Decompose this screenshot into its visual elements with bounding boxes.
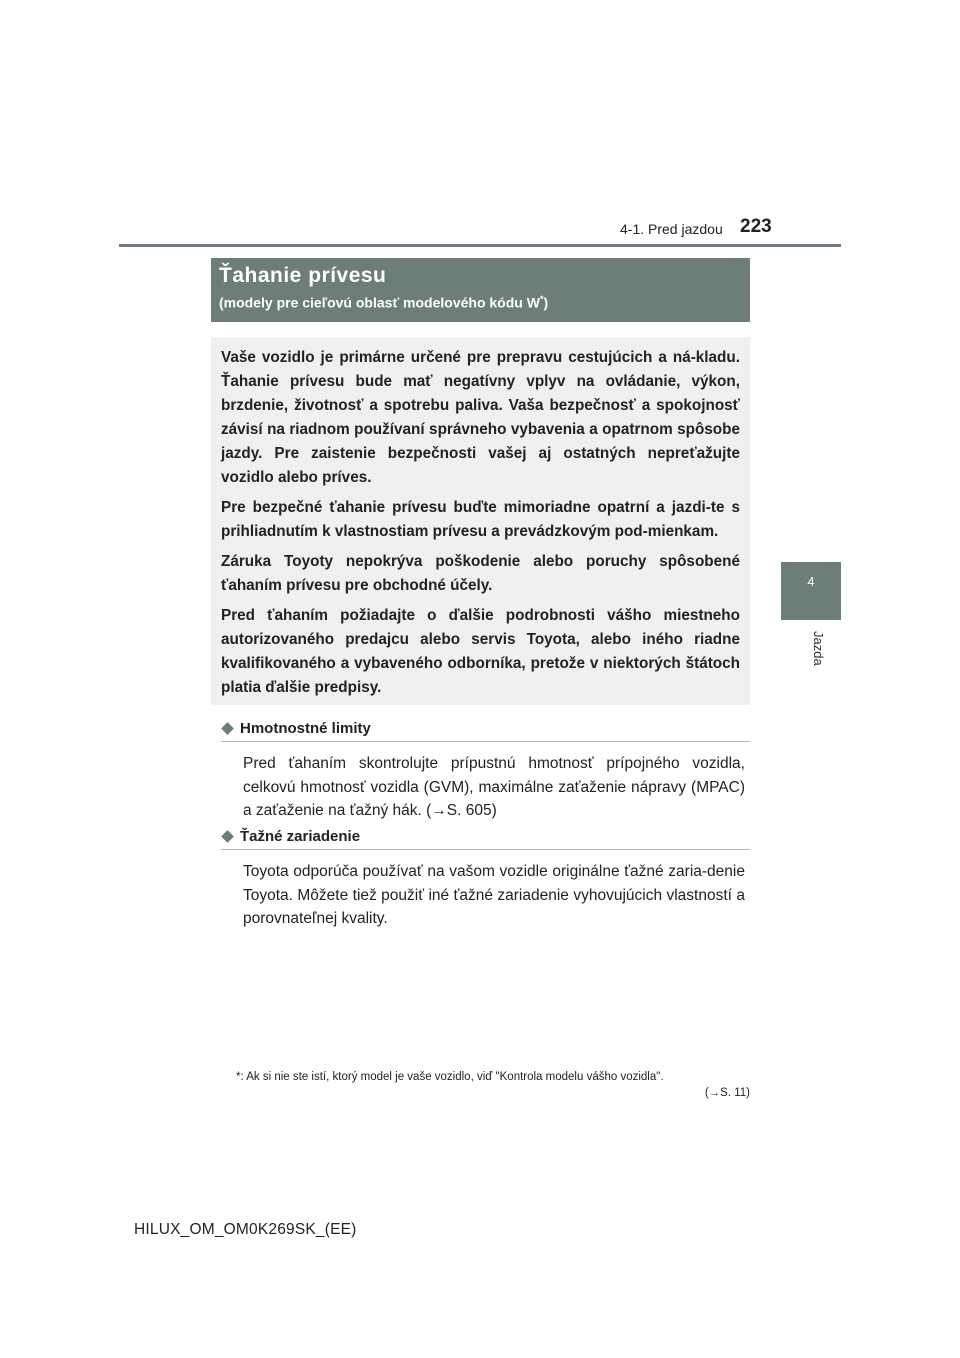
intro-paragraph: Záruka Toyoty nepokrýva poškodenie alebo poruchy spôsobené ťahaním prívesu pre obchodné účely. [221, 553, 740, 594]
intro-paragraph: Pred ťahaním požiadajte o ďalšie podrobnosti vášho miestneho autorizovaného predajcu alebo servis Toyota, alebo iného riadne kvalifikovaného a vybaveného odborníka, pretože v niektorých štátoch platia ďalšie predpisy. [221, 607, 740, 696]
header-divider [119, 244, 841, 247]
section-text-towing-hitch: Toyota odporúča používať na vašom vozidle originálne ťažné zaria-denie Toyota. Môžete tiež použiť iné ťažné zariadenie vyhovujúcich vlastností a porovnateľnej kvality. [243, 863, 745, 927]
footnote-page-ref: (→S. 11) [704, 1087, 750, 1099]
chapter-number: 4 [807, 574, 815, 589]
footnote-line [236, 1069, 750, 1085]
header-section-title: 4-1. Pred jazdou [620, 221, 723, 237]
section-heading-text: Ťažné zariadenie [240, 828, 361, 845]
footnote-text: : Ak si nie ste istí, ktorý model je vaše vozidlo, viď "Kontrola modelu vášho vozidla". [240, 1071, 664, 1083]
intro-paragraph: Vaše vozidlo je primárne určené pre prepravu cestujúcich a ná-kladu. Ťahanie prívesu bude mať negatívny vplyv na ovládanie, výkon, brzdenie, životnosť a spotrebu paliva. Vaša bezpečnosť a spokojnosť závisí na riadnom používaní správneho vybavenia a opatrnom spôsobe jazdy. Pre zaistenie bezpečnosti vašej aj ostatných nepreťažujte vozidlo alebo príves. [221, 349, 740, 486]
intro-box [211, 337, 750, 705]
subtitle-close: ) [543, 294, 549, 311]
page-subtitle [219, 294, 742, 311]
document-code: HILUX_OM_OM0K269SK_(EE) [134, 1221, 357, 1238]
chapter-label: Jazda [811, 630, 826, 666]
page-title: Ťahanie prívesu [219, 264, 387, 287]
chapter-tab [781, 562, 841, 620]
section-heading-text: Hmotnostné limity [240, 720, 371, 737]
diamond-bullet-icon [221, 830, 234, 843]
subtitle-text: (modely pre cieľovú oblasť modelového kódu W [219, 294, 540, 311]
intro-paragraph: Pre bezpečné ťahanie prívesu buďte mimoriadne opatrní a jazdi-te s prihliadnutím k vlastnostiam prívesu a prevádzkovým pod-mienkam. [221, 499, 740, 540]
footnote-mark: * [236, 1071, 241, 1083]
section-text-weight-limits: Pred ťahaním skontrolujte prípustnú hmotnosť prípojného vozidla, celkovú hmotnosť vozidla (GVM), maximálne zaťaženie nápravy (MPAC) a zaťaženie na ťažný hák. (→S. 605) [243, 755, 745, 819]
page-number: 223 [740, 216, 772, 237]
section-heading-towing-hitch [221, 824, 750, 850]
subtitle-footnote-mark: * [539, 294, 544, 304]
section-heading-weight-limits [221, 716, 750, 742]
footnote [236, 1069, 750, 1101]
diamond-bullet-icon [221, 722, 234, 735]
title-band [211, 258, 750, 322]
